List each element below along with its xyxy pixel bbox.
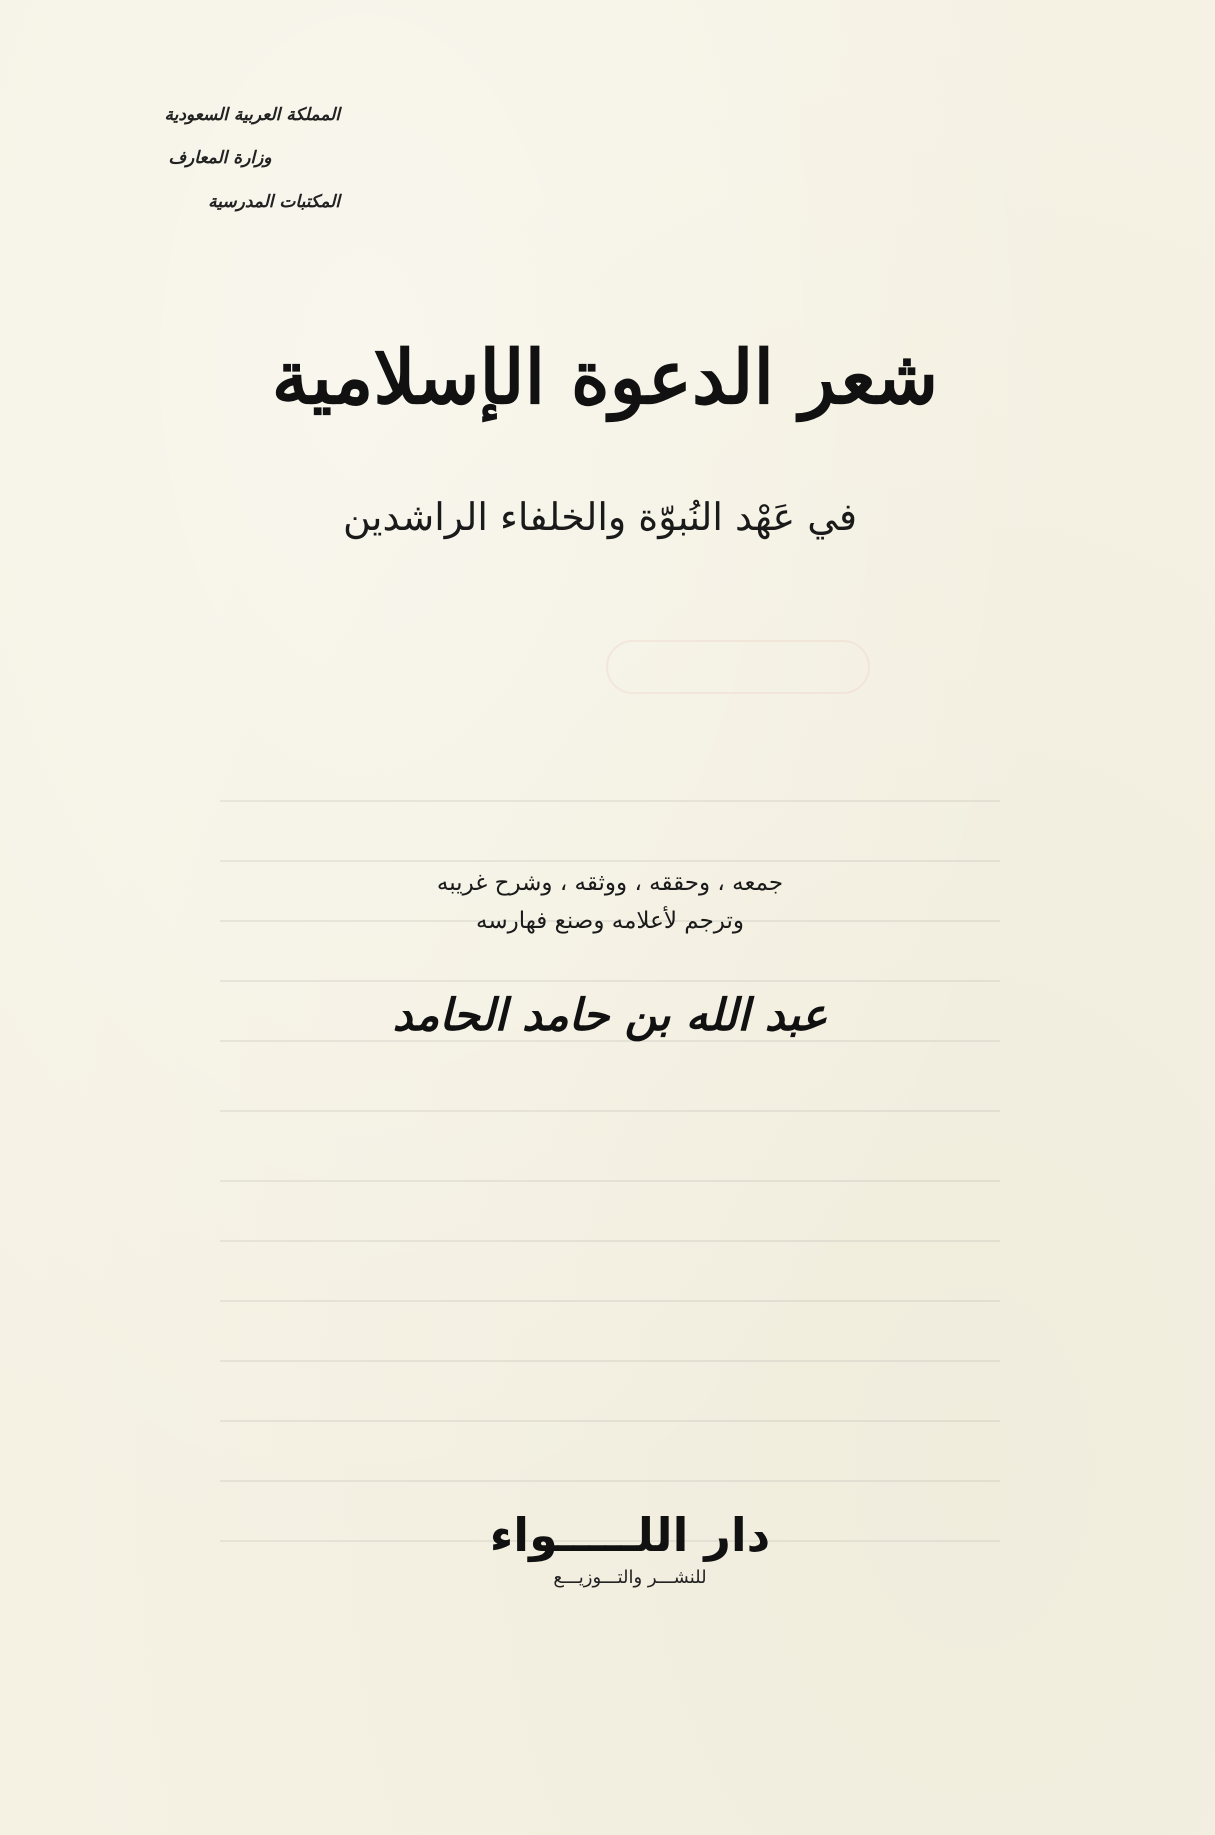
bleed-through-heading-mark bbox=[606, 640, 870, 694]
stamp-line-kingdom: المملكة العربية السعودية bbox=[164, 105, 340, 125]
library-stamp bbox=[100, 105, 340, 235]
publisher-tagline: للنشـــر والتـــوزيـــع bbox=[553, 1566, 707, 1588]
stamp-line-libraries: المكتبات المدرسية bbox=[208, 191, 340, 212]
bleed-through-line bbox=[220, 1480, 1000, 1482]
bleed-through-line bbox=[220, 1110, 1000, 1112]
credit-line-2: وترجم لأعلامه وصنع فهارسه bbox=[475, 907, 744, 934]
bleed-through-line bbox=[220, 1360, 1000, 1362]
book-subtitle: في عَهْد النُبوّة والخلفاء الراشدين bbox=[342, 495, 858, 539]
editor-credit bbox=[300, 865, 920, 941]
author-name: عبد الله بن حامد الحامد bbox=[392, 990, 828, 1041]
bleed-through-line bbox=[220, 1180, 1000, 1182]
bleed-through-shadow bbox=[200, 640, 1100, 1640]
stamp-line-ministry: وزارة المعارف bbox=[168, 148, 272, 169]
bleed-through-line bbox=[220, 980, 1000, 982]
publisher-name: دار اللـــــواء bbox=[489, 1508, 771, 1562]
bleed-through-line bbox=[220, 1420, 1000, 1422]
credit-line-1: جمعه ، وحققه ، ووثقه ، وشرح غريبه bbox=[436, 870, 784, 896]
publisher-logo bbox=[460, 1510, 800, 1588]
bleed-through-line bbox=[220, 800, 1000, 802]
bleed-through-line bbox=[220, 860, 1000, 862]
bleed-through-line bbox=[220, 1240, 1000, 1242]
bleed-through-line bbox=[220, 1300, 1000, 1302]
book-title: شعر الدعوة الإسلامية bbox=[271, 335, 939, 421]
